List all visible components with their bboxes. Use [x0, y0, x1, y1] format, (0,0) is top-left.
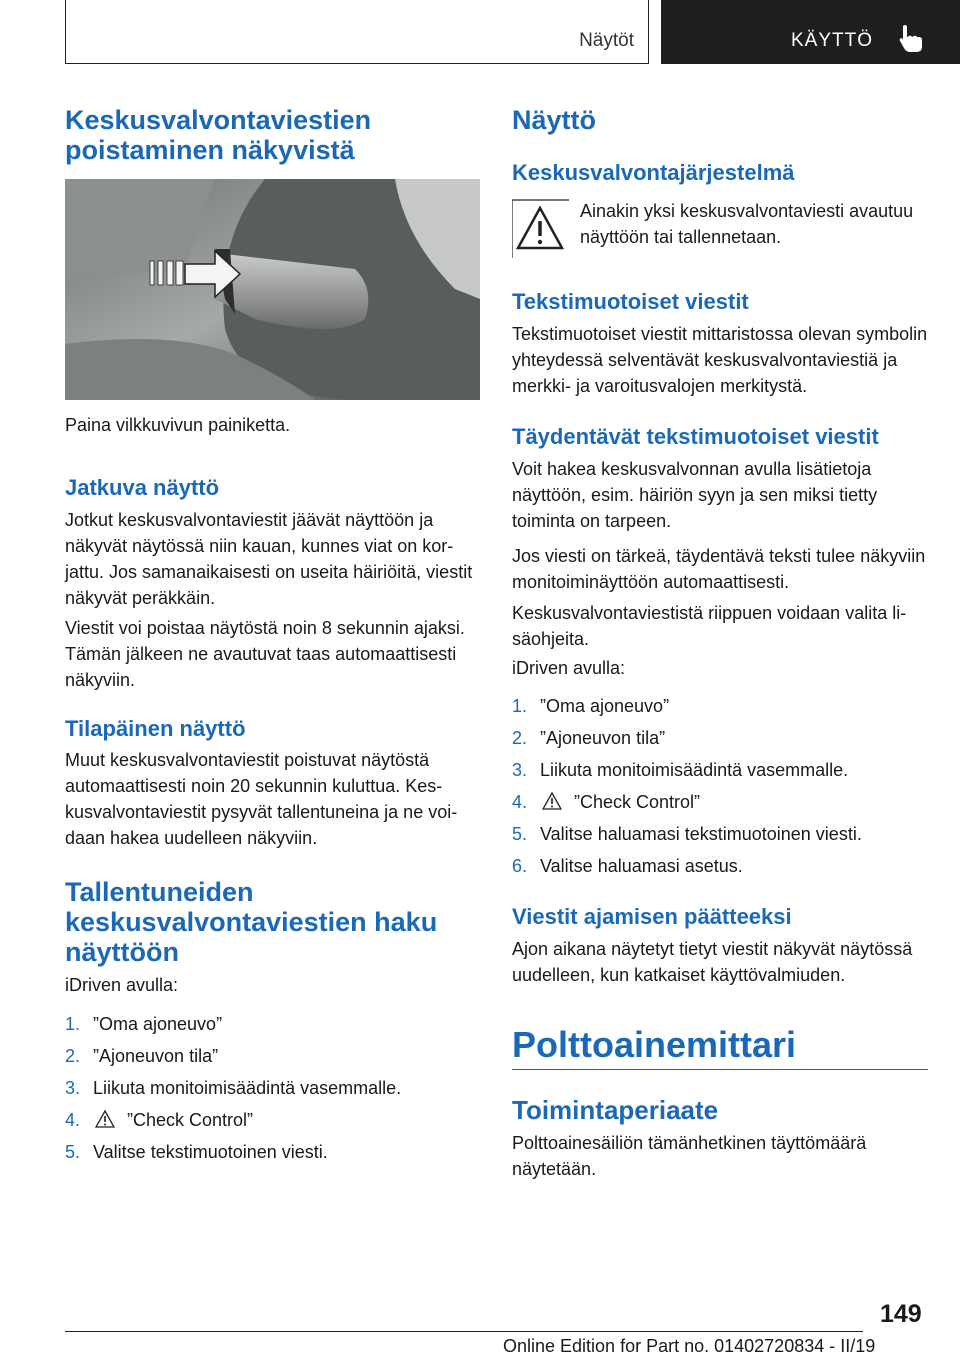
- warning-triangle-icon: [542, 791, 562, 811]
- step-number: 5.: [65, 1142, 81, 1162]
- photo-caption: Paina vilkkuvivun painiketta.: [65, 415, 291, 435]
- page-section-title: Keskusvalvontaviestien poistaminen näkyvistä: [65, 105, 372, 165]
- step-text: ”Ajoneuvon tila”: [93, 1046, 219, 1066]
- hand-pointer-icon: [897, 24, 925, 54]
- tilapainen-heading: Tilapäinen näyttö: [65, 716, 246, 741]
- step-number: 1.: [65, 1014, 81, 1034]
- footer-rule: [65, 1331, 863, 1332]
- taydentavat-heading: Täydentävät tekstimuotoiset viestit: [512, 424, 879, 449]
- step-number: 5.: [512, 824, 528, 844]
- jatkuva-paragraph-2: Viestit voi poistaa näytöstä noin 8 sekunnin ajaksi. Tämän jälkeen ne avautuvat taas automaattisesti näkyviin.: [65, 618, 465, 690]
- tekstimuotoiset-paragraph: Tekstimuotoiset viestit mittaristossa olevan symbolin yhteydessä selventävät keskusvalvontaviestiä ja merkki- ja varoitusvalojen merkitystä.: [512, 324, 928, 396]
- header-chapter-label: KÄYTTÖ: [791, 30, 874, 51]
- ajamisen-heading: Viestit ajamisen päätteeksi: [512, 904, 792, 929]
- footer-edition-text: Online Edition for Part no. 01402720834 - II/19: [503, 1336, 876, 1356]
- tilapainen-paragraph: Muut keskusvalvontaviestit poistuvat näytöstä automaattisesti noin 20 sekunnin kuluttua. Keskusvalvontaviestit pysyvät tallentuneina ja ne voidaan hakea uudelleen näkyviin.: [65, 750, 458, 848]
- jatkuva-heading: Jatkuva näyttö: [65, 475, 220, 500]
- taydentavat-paragraph-3: Keskusvalvontaviestistä riippuen voidaan valita lisäohjeita.: [512, 603, 907, 649]
- step-text: Liikuta monitoimisäädintä vasemmalle.: [540, 760, 849, 780]
- nayttö-title: Näyttö: [512, 105, 597, 135]
- step-number: 1.: [512, 696, 528, 716]
- jatkuva-paragraph-1: Jotkut keskusvalvontaviestit jäävät näyttöön ja näkyvät näytössä niin kauan, kunnes viat on korjattu. Jos samanaikaisesti on useita häiriöitä, viestit näkyvät peräkkäin.: [65, 510, 473, 608]
- toimintaperiaate-heading: Toimintaperiaate: [512, 1095, 719, 1125]
- step-text: ”Check Control”: [127, 1110, 254, 1130]
- header-section-tab: [65, 0, 649, 64]
- tallentuneiden-intro: iDriven avulla:: [65, 975, 179, 995]
- step-number: 2.: [512, 728, 528, 748]
- step-text: Liikuta monitoimisäädintä vasemmalle.: [93, 1078, 402, 1098]
- toimintaperiaate-paragraph: Polttoainesäiliön tämänhetkinen täyttömäärä näytetään.: [512, 1133, 867, 1179]
- step-number: 4.: [65, 1110, 81, 1130]
- ajamisen-paragraph: Ajon aikana näytetyt tietyt viestit näkyvät näytössä uudelleen, kun katkaiset käyttövalmiuden.: [512, 939, 913, 985]
- tallentuneiden-heading: Tallentuneiden keskusvalvontaviestien haku näyttöön: [65, 877, 438, 967]
- step-number: 6.: [512, 856, 528, 876]
- keskusvalvonta-text: Ainakin yksi keskusvalvontaviesti avautuu näyttöön tai tallennetaan.: [580, 201, 914, 247]
- taydentavat-intro: iDriven avulla:: [512, 658, 626, 678]
- tekstimuotoiset-heading: Tekstimuotoiset viestit: [512, 289, 749, 314]
- turn-signal-lever-photo: [65, 179, 480, 400]
- header-chapter-tab: [661, 0, 960, 64]
- taydentavat-paragraph-1: Voit hakea keskusvalvonnan avulla lisätietoja näyttöön, esim. häiriön syyn ja sen miksi tietty toiminta on tarpeen.: [512, 459, 878, 531]
- warning-symbol-icon: [512, 198, 569, 258]
- step-text: ”Check Control”: [574, 792, 701, 812]
- keskusvalvonta-heading: Keskusvalvontajärjestelmä: [512, 160, 795, 185]
- taydentavat-paragraph-2: Jos viesti on tärkeä, täydentävä teksti tulee näkyviin monitoiminäyttöön automaattisesti.: [512, 546, 926, 592]
- step-text: Valitse tekstimuotoinen viesti.: [93, 1142, 328, 1162]
- step-text: ”Oma ajoneuvo”: [93, 1014, 223, 1034]
- step-number: 2.: [65, 1046, 81, 1066]
- step-text: Valitse haluamasi tekstimuotoinen viesti.: [540, 824, 862, 844]
- step-number: 4.: [512, 792, 528, 812]
- warning-triangle-icon: [95, 1109, 115, 1129]
- step-text: ”Oma ajoneuvo”: [540, 696, 670, 716]
- step-number: 3.: [65, 1078, 81, 1098]
- header-section-label: Näytöt: [579, 30, 634, 51]
- page-number: 149: [880, 1300, 922, 1328]
- section-rule: [512, 1069, 928, 1070]
- step-text: ”Ajoneuvon tila”: [540, 728, 666, 748]
- polttoainemittari-title: Polttoainemittari: [512, 1024, 797, 1065]
- step-text: Valitse haluamasi asetus.: [540, 856, 743, 876]
- step-number: 3.: [512, 760, 528, 780]
